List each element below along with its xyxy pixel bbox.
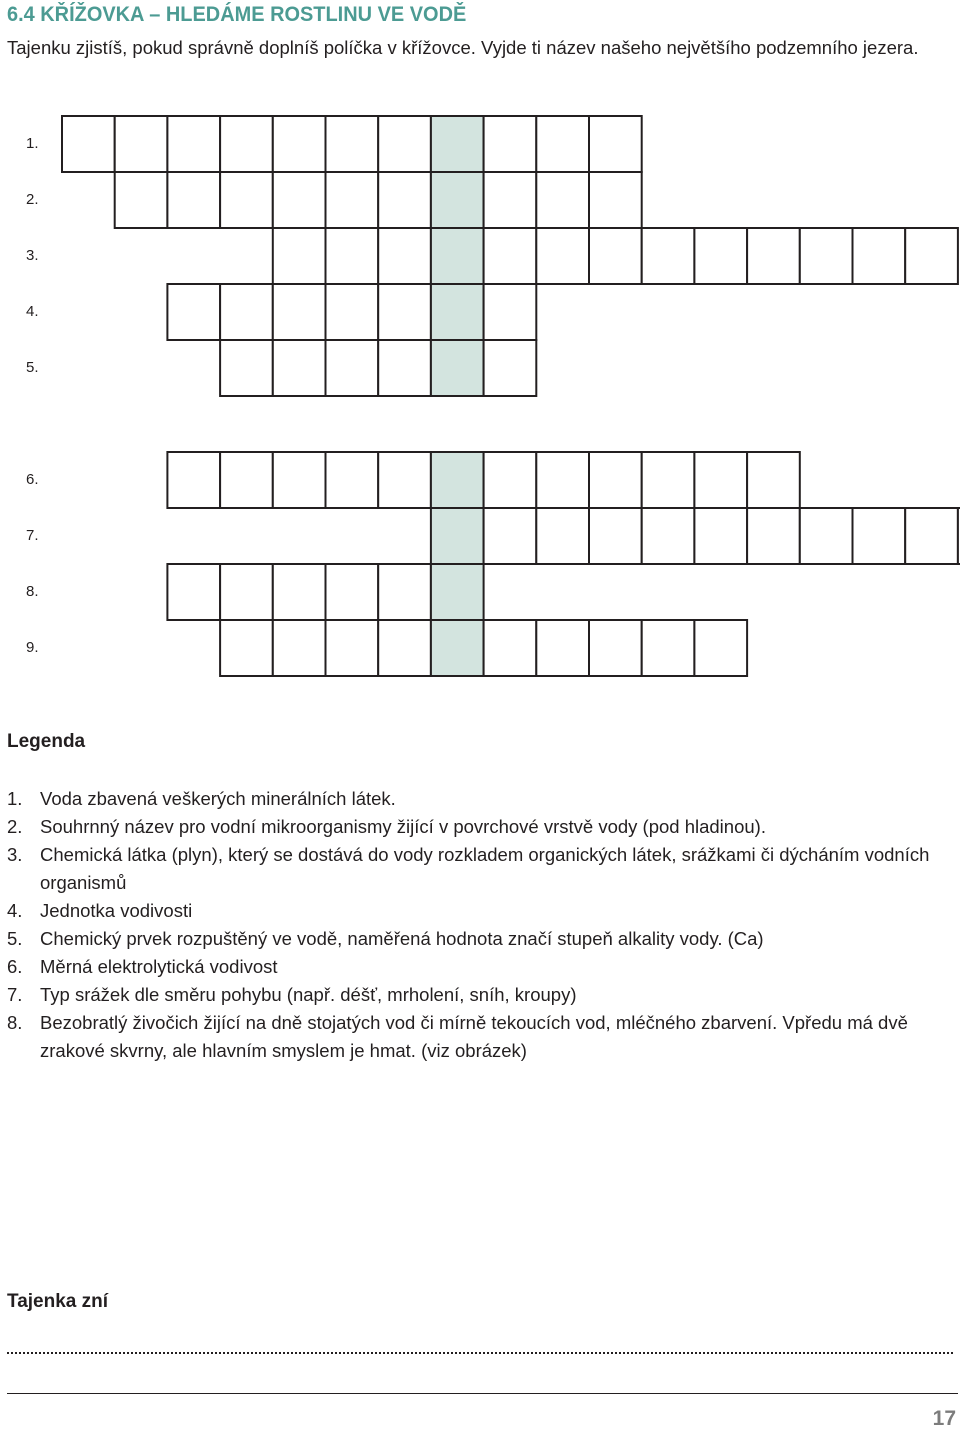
crossword-cell[interactable]	[642, 508, 695, 564]
legend-item	[7, 785, 952, 813]
crossword-cell[interactable]	[378, 228, 431, 284]
crossword-cell[interactable]	[220, 340, 273, 396]
crossword-cell[interactable]	[220, 452, 273, 508]
legend-item	[7, 1009, 952, 1065]
crossword-cell[interactable]	[694, 620, 747, 676]
crossword-cell[interactable]	[220, 116, 273, 172]
row-number-label: 4.	[26, 303, 39, 320]
crossword-cell[interactable]	[642, 620, 695, 676]
legend-item-text: Měrná elektrolytická vodivost	[40, 956, 278, 977]
crossword-cell[interactable]	[484, 172, 537, 228]
crossword-grid	[0, 0, 960, 700]
legend-item-text: Bezobratlý živočich žijící na dně stojatých vod či mírně tekoucích vod, mléčného zbarvení. Vpředu má dvě zrakové skvrny, ale hlavním smyslem je hmat. (viz obrázek)	[40, 1012, 908, 1061]
crossword-cell[interactable]	[378, 172, 431, 228]
legend-item	[7, 897, 952, 925]
crossword-cell[interactable]	[378, 340, 431, 396]
solution-cell[interactable]	[431, 172, 484, 228]
crossword-cell[interactable]	[378, 620, 431, 676]
crossword-cell[interactable]	[378, 116, 431, 172]
legend-item-number: 1.	[7, 788, 23, 809]
crossword-cell[interactable]	[115, 172, 168, 228]
crossword-cell[interactable]	[747, 452, 800, 508]
legend-item-text: Chemický prvek rozpuštěný ve vodě, naměřená hodnota značí stupeň alkality vody. (Ca)	[40, 928, 764, 949]
crossword-cell[interactable]	[484, 340, 537, 396]
crossword-cell[interactable]	[536, 620, 589, 676]
row-number-label: 3.	[26, 247, 39, 264]
crossword-cell[interactable]	[326, 172, 379, 228]
solution-cell[interactable]	[431, 340, 484, 396]
crossword-cell[interactable]	[800, 508, 853, 564]
legend-list	[7, 785, 952, 1065]
crossword-cell[interactable]	[167, 116, 220, 172]
crossword-cell[interactable]	[167, 564, 220, 620]
legend-item	[7, 981, 952, 1009]
crossword-cell[interactable]	[220, 284, 273, 340]
crossword-cell[interactable]	[115, 116, 168, 172]
crossword-cell[interactable]	[326, 452, 379, 508]
crossword-cell[interactable]	[694, 508, 747, 564]
crossword-cell[interactable]	[326, 564, 379, 620]
crossword-row-9	[220, 620, 747, 676]
crossword-cell[interactable]	[220, 564, 273, 620]
crossword-cell[interactable]	[536, 116, 589, 172]
crossword-cell[interactable]	[589, 452, 642, 508]
crossword-cell[interactable]	[747, 228, 800, 284]
legend-item-number: 2.	[7, 816, 23, 837]
crossword-row-6	[167, 452, 799, 508]
crossword-cell[interactable]	[589, 172, 642, 228]
crossword-cell[interactable]	[273, 284, 326, 340]
legend-item-text: Chemická látka (plyn), který se dostává do vody rozkladem organických látek, srážkami či dýcháním vodních organismů	[40, 844, 930, 893]
crossword-cell[interactable]	[167, 172, 220, 228]
crossword-cell[interactable]	[747, 508, 800, 564]
legend-item-number: 3.	[7, 844, 23, 865]
legend-item-number: 6.	[7, 956, 23, 977]
crossword-cell[interactable]	[853, 228, 906, 284]
crossword-cell[interactable]	[536, 172, 589, 228]
crossword-cell[interactable]	[326, 620, 379, 676]
crossword-cell[interactable]	[800, 228, 853, 284]
crossword-cell[interactable]	[273, 116, 326, 172]
crossword-cell[interactable]	[273, 620, 326, 676]
crossword-cell[interactable]	[326, 340, 379, 396]
solution-cell[interactable]	[431, 508, 484, 564]
row-number-label: 2.	[26, 191, 39, 208]
crossword-cell[interactable]	[536, 452, 589, 508]
crossword-cell[interactable]	[326, 116, 379, 172]
crossword-row-5	[220, 340, 536, 396]
crossword-cell[interactable]	[536, 508, 589, 564]
row-number-label: 8.	[26, 583, 39, 600]
crossword-row-7	[431, 508, 960, 564]
crossword-cell[interactable]	[220, 620, 273, 676]
crossword-cell[interactable]	[62, 116, 115, 172]
page-number: 17	[932, 1407, 956, 1430]
crossword-cell[interactable]	[378, 452, 431, 508]
crossword-cell[interactable]	[378, 564, 431, 620]
crossword-cell[interactable]	[484, 228, 537, 284]
crossword-row-2	[115, 172, 642, 228]
crossword-cell[interactable]	[273, 452, 326, 508]
legend-item-number: 4.	[7, 900, 23, 921]
crossword-cell[interactable]	[694, 452, 747, 508]
crossword-cell[interactable]	[326, 228, 379, 284]
solution-cell[interactable]	[431, 620, 484, 676]
legend-item-text: Voda zbavená veškerých minerálních látek.	[40, 788, 396, 809]
crossword-cell[interactable]	[273, 172, 326, 228]
crossword-cell[interactable]	[853, 508, 906, 564]
legend-item-number: 8.	[7, 1012, 23, 1033]
crossword-cell[interactable]	[326, 284, 379, 340]
crossword-cell[interactable]	[220, 172, 273, 228]
crossword-row-4	[167, 284, 536, 340]
crossword-cell[interactable]	[589, 116, 642, 172]
crossword-cell[interactable]	[642, 452, 695, 508]
crossword-cell[interactable]	[484, 620, 537, 676]
crossword-cell[interactable]	[642, 228, 695, 284]
crossword-cell[interactable]	[589, 228, 642, 284]
row-number-label: 9.	[26, 639, 39, 656]
legend-item-number: 5.	[7, 928, 23, 949]
crossword-cell[interactable]	[484, 284, 537, 340]
row-number-label: 6.	[26, 471, 39, 488]
row-number-label: 5.	[26, 359, 39, 376]
crossword-cell[interactable]	[167, 452, 220, 508]
crossword-cell[interactable]	[167, 284, 220, 340]
crossword-cell[interactable]	[589, 508, 642, 564]
solution-cell[interactable]	[431, 116, 484, 172]
crossword-cell[interactable]	[484, 116, 537, 172]
crossword-cell[interactable]	[273, 228, 326, 284]
legend-item	[7, 841, 952, 897]
footer-divider	[7, 1393, 958, 1394]
legend-item-number: 7.	[7, 984, 23, 1005]
page-title: 6.4 KŘÍŽOVKA – HLEDÁME ROSTLINU VE VODĚ	[7, 3, 467, 26]
crossword-cell[interactable]	[905, 508, 958, 564]
legend-heading: Legenda	[7, 731, 86, 752]
crossword-cell[interactable]	[273, 340, 326, 396]
crossword-cell[interactable]	[905, 228, 958, 284]
crossword-row-8	[167, 564, 483, 620]
crossword-cell[interactable]	[378, 284, 431, 340]
crossword-row-1	[62, 116, 642, 172]
legend-item-text: Typ srážek dle směru pohybu (např. déšť, mrholení, sníh, kroupy)	[40, 984, 577, 1005]
legend-item	[7, 953, 952, 981]
crossword-row-3	[273, 228, 958, 284]
crossword-cell[interactable]	[589, 620, 642, 676]
solution-cell[interactable]	[431, 452, 484, 508]
legend-item-text: Souhrnný název pro vodní mikroorganismy žijící v povrchové vrstvě vody (pod hladinou).	[40, 816, 766, 837]
intro-text: Tajenku zjistíš, pokud správně doplníš políčka v křížovce. Vyjde ti název našeho největšího podzemního jezera.	[7, 37, 919, 58]
crossword-cell[interactable]	[536, 228, 589, 284]
legend-item	[7, 813, 952, 841]
crossword-cell[interactable]	[273, 564, 326, 620]
solution-cell[interactable]	[431, 284, 484, 340]
row-number-label: 1.	[26, 135, 39, 152]
row-number-label: 7.	[26, 527, 39, 544]
crossword-cell[interactable]	[484, 452, 537, 508]
crossword-cell[interactable]	[484, 508, 537, 564]
legend-item-text: Jednotka vodivosti	[40, 900, 193, 921]
solution-cell[interactable]	[431, 564, 484, 620]
answer-heading: Tajenka zní	[7, 1291, 109, 1312]
solution-cell[interactable]	[431, 228, 484, 284]
answer-line[interactable]	[7, 1352, 953, 1354]
legend-item	[7, 925, 952, 953]
crossword-cell[interactable]	[694, 228, 747, 284]
